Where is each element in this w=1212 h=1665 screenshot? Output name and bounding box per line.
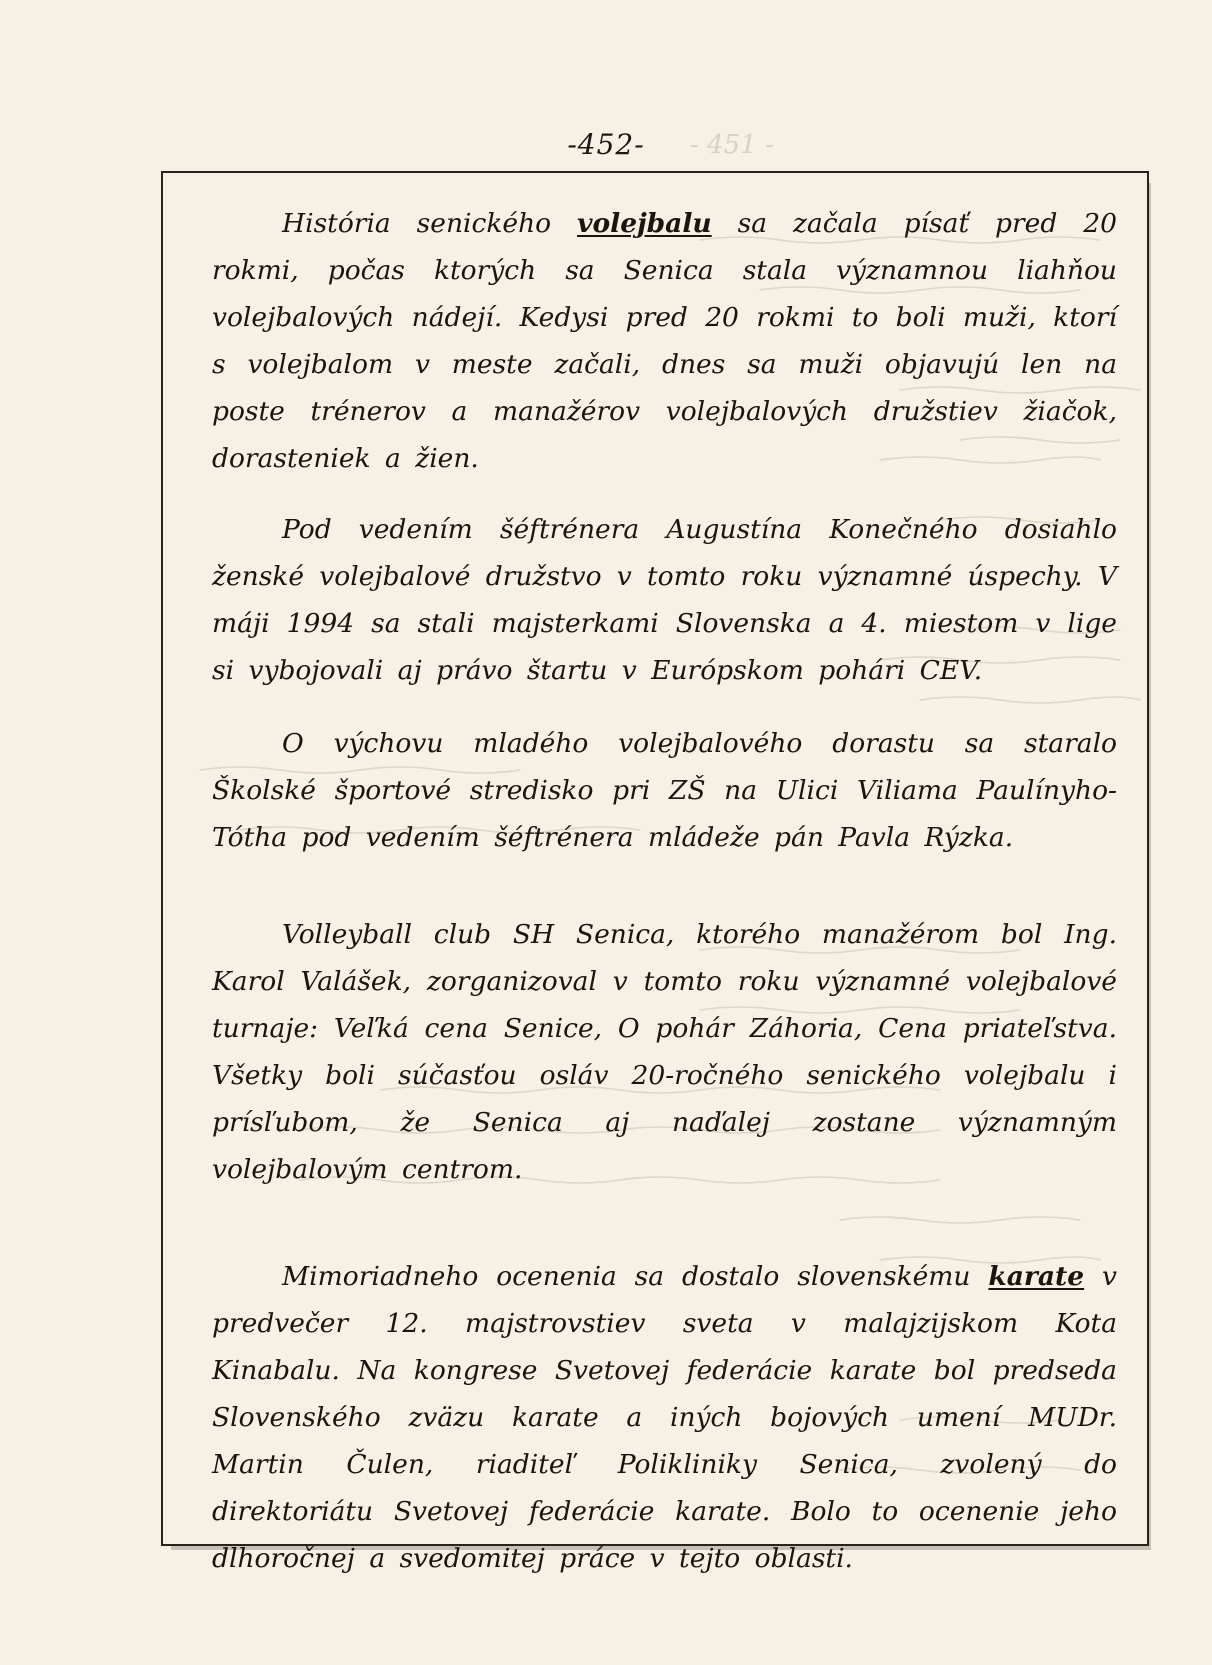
paragraph-karate xyxy=(212,1253,1117,1582)
chronicle-text xyxy=(212,200,1117,1582)
page-number: -452- xyxy=(567,128,645,161)
paragraph-volleyball-club: Volleyball club SH Senica, ktorého manažérom bol Ing. Karol Valášek, zorganizoval v tomto roku významné volejbalové turnaje: Veľká cena Senice, O pohár Záhoria, Cena priateľstva. Všetky boli súčasťou osláv 20-ročného senického volejbalu i prísľubom, že Senica aj naďalej zostane významným volejbalovým centrom. xyxy=(212,919,1117,1185)
ghost-page-number: - 451 - xyxy=(690,130,774,160)
paragraph-volleyball-history xyxy=(212,200,1117,482)
keyword-volleyball: volejbalu xyxy=(577,208,712,239)
paragraph-karate-rest: v predvečer 12. majstrovstiev sveta v malajzijskom Kota Kinabalu. Na kongrese Svetovej federácie karate bol predseda Slovenského zväzu karate a iných bojových umení MUDr. Martin Čulen, riaditeľ Polikliniky Senica, zvolený do direktoriátu Svetovej federácie karate. Bolo to ocenenie jeho dlhoročnej a svedomitej práce v tejto oblasti. xyxy=(212,1261,1117,1574)
paragraph-women-team: Pod vedením šéftrénera Augustína Konečného dosiahlo ženské volejbalové družstvo v tomto roku významné úspechy. V máji 1994 sa stali majsterkami Slovenska a 4. miestom v lige si vybojovali aj právo štartu v Európskom pohári CEV. xyxy=(212,514,1117,686)
paragraph-volleyball-history-rest: sa začala písať pred 20 rokmi, počas ktorých sa Senica stala významnou liahňou volejbalových nádejí. Kedysi pred 20 rokmi to boli muži, ktorí s volejbalom v meste začali, dnes sa muži objavujú len na poste trénerov a manažérov volejbalových družstiev žiačok, dorasteniek a žien. xyxy=(212,208,1117,474)
keyword-karate: karate xyxy=(988,1261,1085,1292)
paragraph-volleyball-history-start: História senického xyxy=(282,208,578,239)
paragraph-karate-start: Mimoriadneho ocenenia sa dostalo slovenskému xyxy=(282,1261,989,1292)
paragraph-youth-training: O výchovu mladého volejbalového dorastu sa staralo Školské športové stredisko pri ZŠ na Ulici Viliama Paulínyho-Tótha pod vedením šéftrénera mládeže pán Pavla Rýzka. xyxy=(212,728,1117,853)
